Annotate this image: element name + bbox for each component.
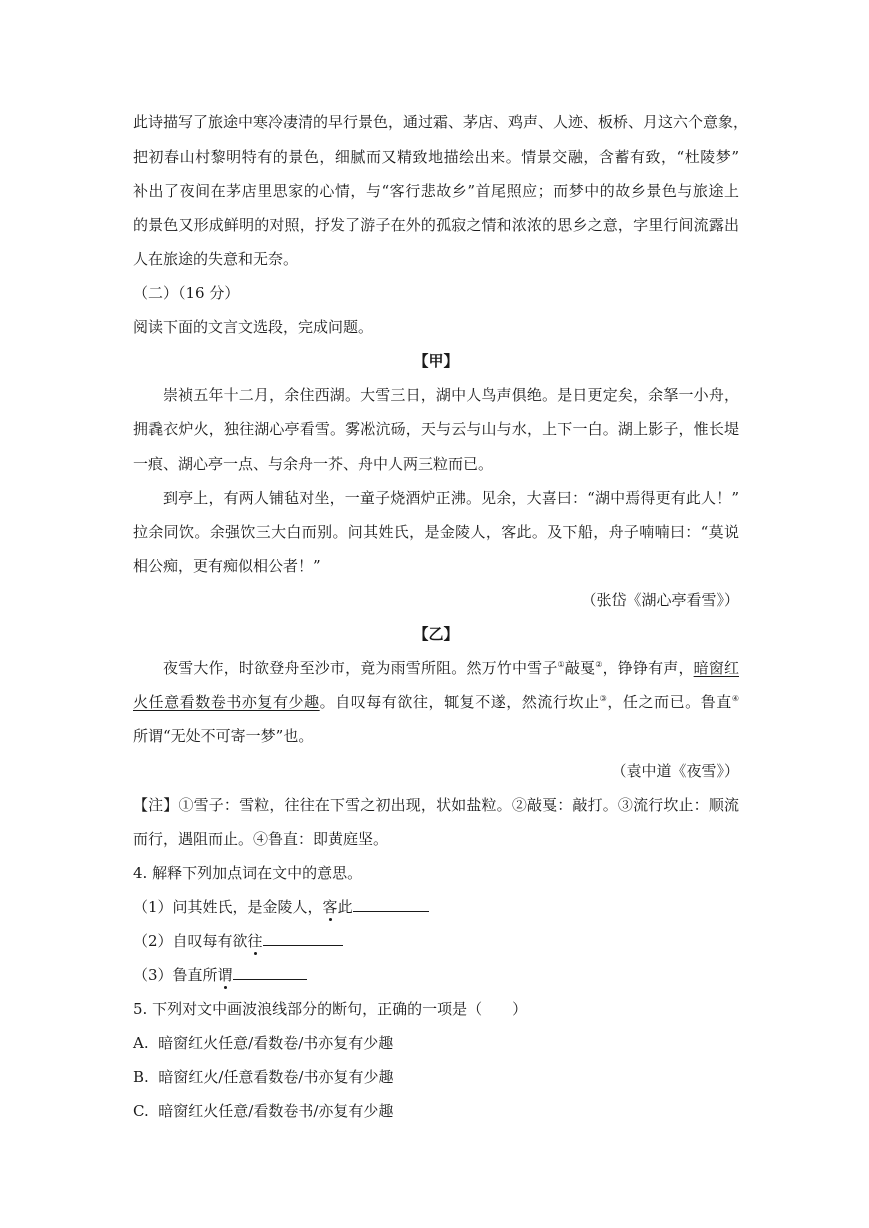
item-text: 此 — [337, 898, 353, 916]
answer-blank[interactable] — [233, 965, 307, 980]
jia-p2-line-3: 相公痴，更有痴似相公者！” — [133, 557, 321, 575]
question-4-item-1 — [133, 896, 739, 918]
notes-line-1: 【注】①雪子：雪粒，往往在下雪之初出现，状如盐粒。②敲戛：敲打。③流行坎止：顺流 — [133, 796, 739, 814]
section-instruction: 阅读下面的文言文选段，完成问题。 — [133, 318, 374, 336]
dotted-word: 往 — [247, 932, 263, 950]
dotted-word: 谓 — [217, 966, 233, 984]
wavy-underlined-text: 暗窗红 — [693, 659, 739, 677]
question-4-item-3 — [133, 964, 739, 986]
answer-blank[interactable] — [263, 931, 343, 946]
option-text: 暗窗红火任意/看数卷书/亦复有少趣 — [158, 1102, 394, 1120]
yi-source: （袁中道《夜雪》） — [611, 762, 739, 780]
option-letter: A. — [133, 1034, 149, 1052]
item-text: （1）问其姓氏，是金陵人， — [133, 898, 323, 916]
jia-p1-line-3: 一痕、湖心亭一点、与余舟一芥、舟中人两三粒而已。 — [133, 455, 494, 473]
passage-yi-label: 【乙】 — [413, 625, 459, 643]
commentary-line-2: 把初春山村黎明特有的景色，细腻而又精致地描绘出来。情景交融，含蓄有致，“杜陵梦” — [133, 148, 739, 166]
passage-jia-label: 【甲】 — [413, 352, 459, 370]
option-letter: B. — [133, 1068, 149, 1086]
item-text: （2）自叹每有欲 — [133, 932, 248, 950]
yi-line-3: 所谓“无处不可寄一梦”也。 — [133, 727, 314, 745]
commentary-line-3: 补出了夜间在茅店里思家的心情，与“客行悲故乡”首尾照应；而梦中的故乡景色与旅途上 — [133, 182, 739, 200]
jia-p2-line-2: 拉余同饮。余强饮三大白而别。问其姓氏，是金陵人，客此。及下船，舟子喃喃曰：“莫说 — [133, 523, 739, 541]
note-marker: ③ — [599, 694, 608, 703]
question-4-item-2 — [133, 930, 739, 952]
option-text: 暗窗红火任意/看数卷/书亦复有少趣 — [158, 1034, 394, 1052]
option-b[interactable] — [133, 1066, 739, 1088]
option-c[interactable] — [133, 1100, 739, 1122]
note-marker: ① — [557, 660, 565, 669]
answer-blank[interactable] — [353, 897, 429, 912]
dotted-word: 客 — [322, 898, 338, 916]
yi-line-1 — [163, 657, 739, 679]
yi-text-segment: ，任之而已。鲁直 — [607, 693, 732, 711]
question-4-stem: 4. 解释下列加点词在文中的意思。 — [133, 864, 363, 882]
option-a[interactable] — [133, 1032, 739, 1054]
jia-p1-line-1: 崇祯五年十二月，余住西湖。大雪三日，湖中人鸟声俱绝。是日更定矣，余拏一小舟， — [163, 386, 739, 404]
section-heading: （二）（16 分） — [133, 284, 240, 302]
commentary-line-1: 此诗描写了旅途中寒冷凄清的早行景色，通过霜、茅店、鸡声、人迹、板桥、月这六个意象， — [133, 113, 749, 131]
jia-source: （张岱《湖心亭看雪》） — [581, 591, 739, 609]
wavy-underlined-text: 火任意看数卷书亦复有少趣 — [133, 693, 320, 711]
jia-p1-line-2: 拥毳衣炉火，独往湖心亭看雪。雾凇沆砀，天与云与山与水，上下一白。湖上影子，惟长堤 — [133, 420, 739, 438]
yi-text-segment: 敲戛 — [564, 659, 596, 677]
note-marker: ② — [595, 660, 603, 669]
commentary-line-5: 人在旅途的失意和无奈。 — [133, 250, 299, 268]
yi-text-segment: ，铮铮有声， — [602, 659, 694, 677]
item-text: （3）鲁直所 — [133, 966, 218, 984]
yi-line-2 — [133, 691, 739, 713]
option-letter: C. — [133, 1102, 149, 1120]
yi-text-segment: 夜雪大作，时欲登舟至沙市，竟为雨雪所阻。然万竹中雪子 — [163, 659, 558, 677]
notes-line-2: 而行，遇阻而止。④鲁直：即黄庭坚。 — [133, 830, 389, 848]
yi-text-segment: 。自叹每有欲往，辄复不遂，然流行坎止 — [319, 693, 600, 711]
option-text: 暗窗红火/任意看数卷/书亦复有少趣 — [158, 1068, 394, 1086]
question-5-stem: 5. 下列对文中画波浪线部分的断句，正确的一项是（ ） — [133, 1000, 528, 1018]
jia-p2-line-1: 到亭上，有两人铺毡对坐，一童子烧酒炉正沸。见余，大喜曰：“湖中焉得更有此人！” — [163, 489, 739, 507]
commentary-line-4: 的景色又形成鲜明的对照，抒发了游子在外的孤寂之情和浓浓的思乡之意，字里行间流露出 — [133, 216, 739, 234]
note-marker: ④ — [731, 694, 739, 703]
